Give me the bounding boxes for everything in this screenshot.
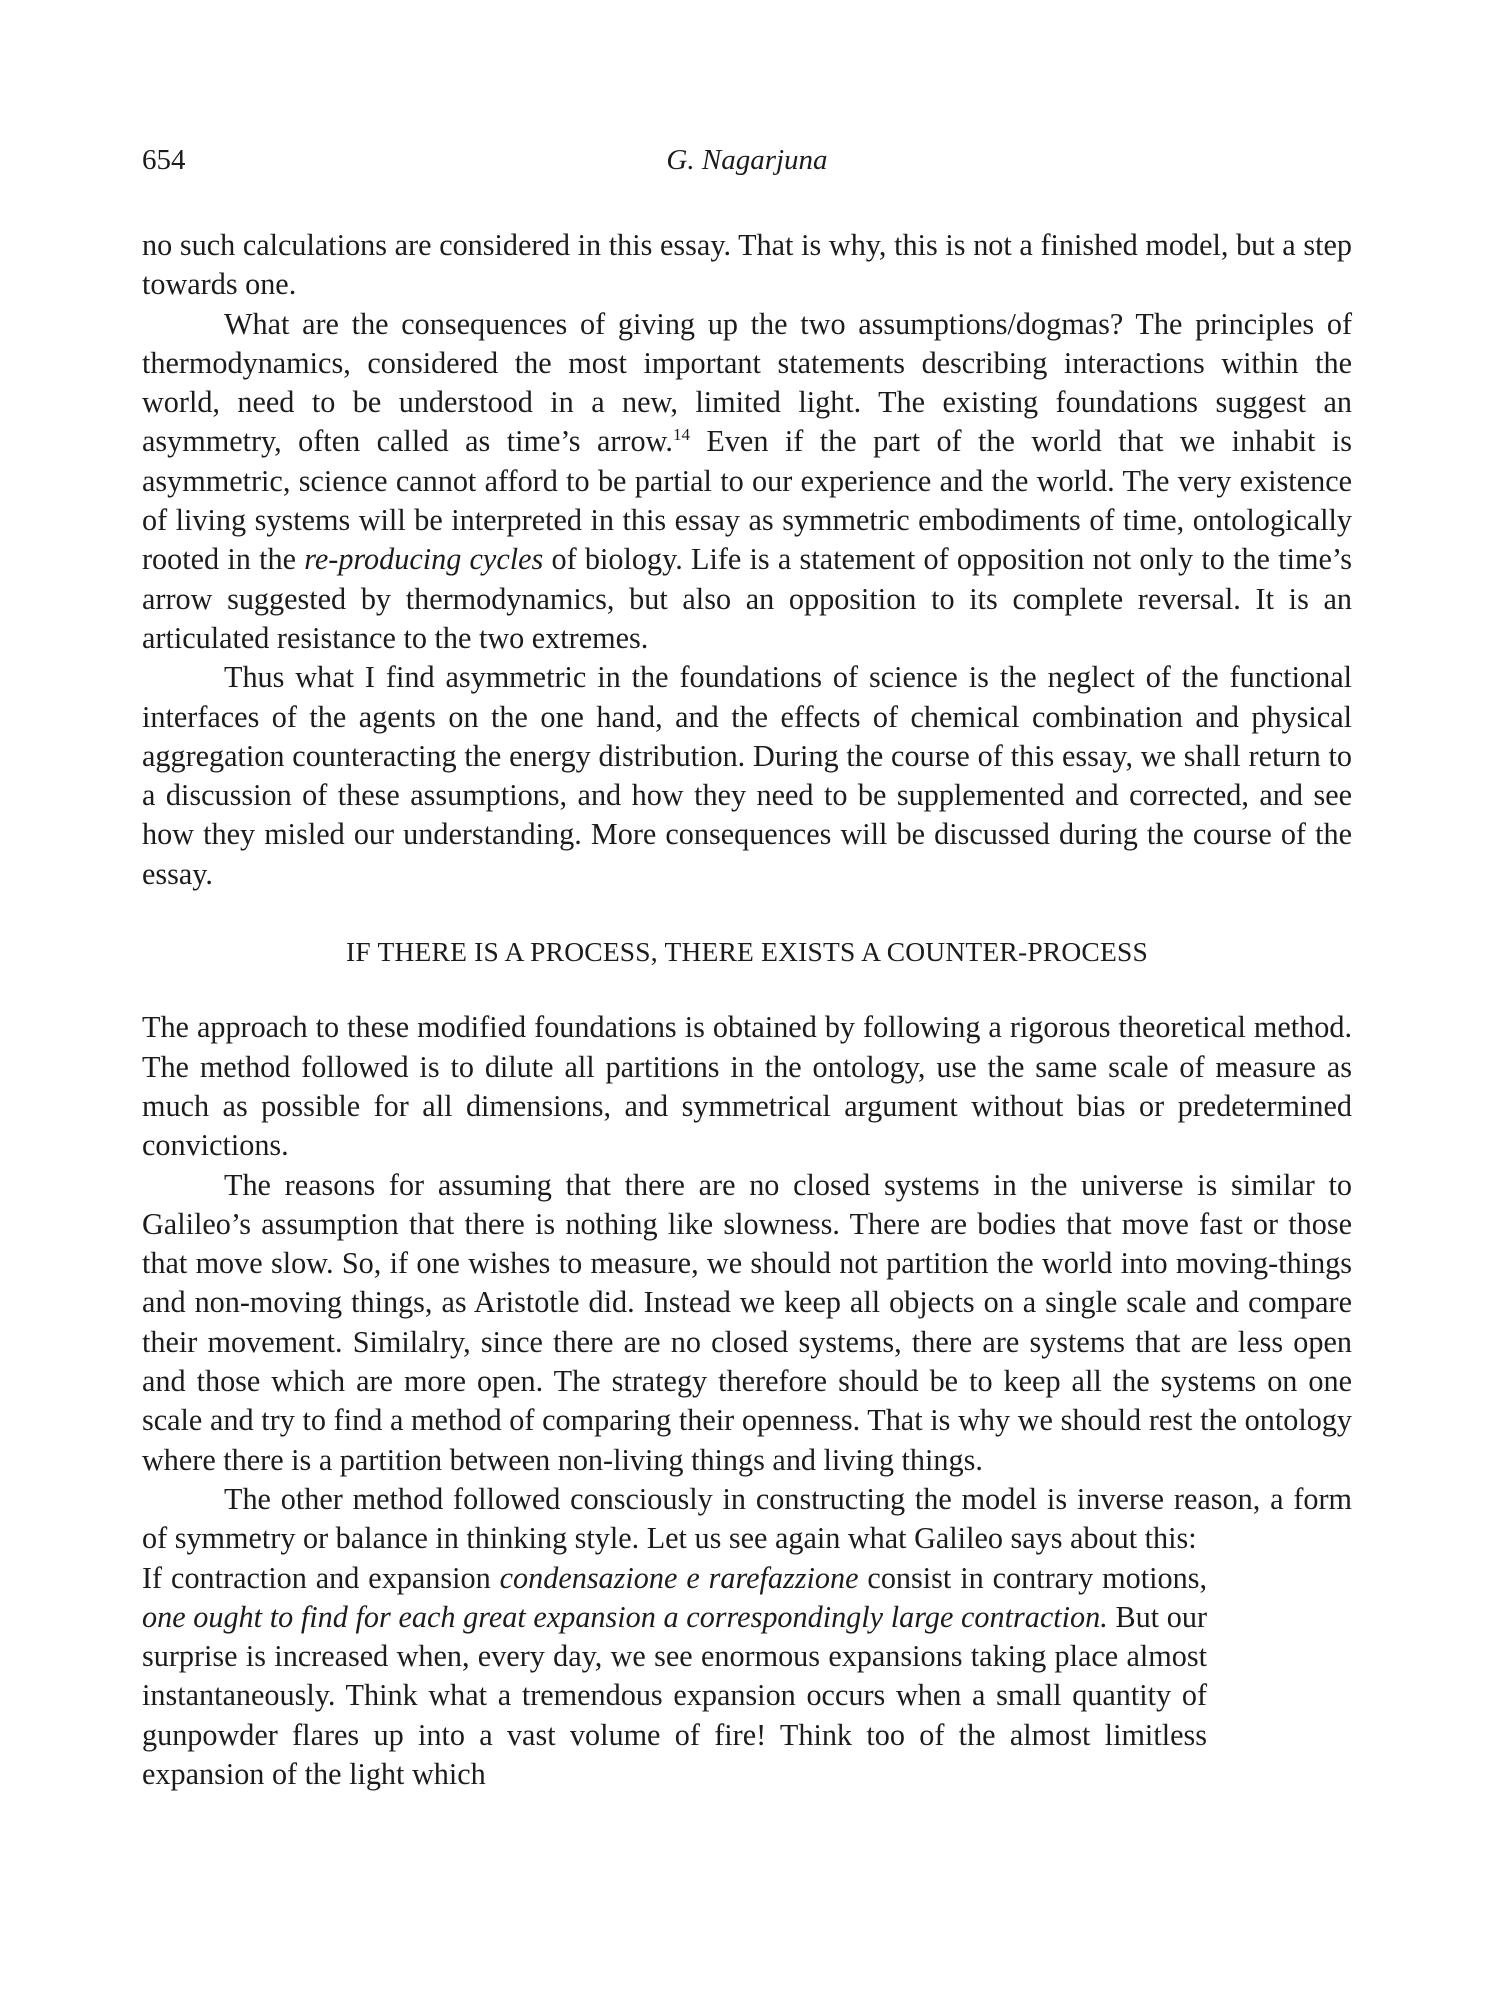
paragraph-5: The reasons for assuming that there are no closed systems in the universe is similar to Galileo’s assumption that there is nothing like slowness. There are bodies that move fast or those that move slow. So, if one wishes to measure, we should not partition the world into moving-things and non-moving things, as Aristotle did. Instead we keep all objects on a single scale and compare their movement. Similalry, since there are no closed systems, there are systems that are less open and those which are more open. The strategy therefore should be to keep all the systems on one scale and try to find a method of comparing their openness. That is why we should rest the ontology where there is a partition between non-living things and living things. (142, 1167, 1352, 1477)
running-title: G. Nagarjuna (666, 144, 828, 176)
paragraph-6: The other method followed consciously in constructing the model is inverse reason, a form of symmetry or balance in thinking style. Let us see again what Galileo says about this: (142, 1481, 1352, 1556)
body-text (142, 226, 1352, 1794)
quote-part-c: But our surprise is increased when, every day, we see enormous expansions taking place almost instantaneously. Think what a tremendous expansion occurs when a small quantity of gunpowder flares up into a vast volume of fire! Think too of the almost limitless expansion of the light which (142, 1599, 1208, 1791)
section-heading: IF THERE IS A PROCESS, THERE EXISTS A COUNTER-PROCESS (346, 936, 1148, 968)
paragraph-2-part-b: Even if the part of the world that we inhabit is asymmetric, science cannot afford to be partial to our experience and the world. The very existence of living systems will be interpreted in this essay as symmetric embodiments of time, ontologically rooted in the (142, 424, 1352, 577)
paragraph-2-part-c: of biology. Life is a statement of opposition not only to the time’s arrow suggested by thermodynamics, but also an opposition to its complete reversal. It is an articulated resistance to the two extremes. (142, 542, 1352, 655)
page-number: 654 (142, 144, 186, 176)
quote-part-a: If contraction and expansion (142, 1560, 500, 1595)
paragraph-3: Thus what I find asymmetric in the foundations of science is the neglect of the functional interfaces of the agents on the one hand, and the effects of chemical combination and physical aggregation counteracting the energy distribution. During the course of this essay, we shall return to a discussion of these assumptions, and how they need to be supplemented and corrected, and see how they misled our understanding. More consequences will be discussed during the course of the essay. (142, 660, 1352, 891)
quote-italic-1: condensazione e rarefazzione (499, 1560, 859, 1595)
quote-part-b: consist in contrary motions, (858, 1560, 1207, 1595)
block-quote (142, 1559, 1207, 1795)
paragraph-2-italic: re-producing cycles (304, 542, 544, 577)
paragraph-4: The approach to these modified foundations is obtained by following a rigorous theoretical method. The method followed is to dilute all partitions in the ontology, use the same scale of measure as much as possible for all dimensions, and symmetrical argument without bias or predetermined convictions. (142, 1010, 1352, 1163)
paragraph-1: no such calculations are considered in this essay. That is why, this is not a finished model, but a step towards one. (142, 228, 1352, 302)
footnote-reference-14[interactable]: 14 (672, 425, 690, 445)
running-head (142, 144, 1352, 184)
quote-italic-2: one ought to find for each great expansion a correspondingly large contraction. (142, 1599, 1108, 1634)
paragraph-2-part-a: What are the consequences of giving up the two assumptions/dogmas? The principles of thermodynamics, considered the most important statements describing interactions within the world, need to be understood in a new, limited light. The existing foundations suggest an asymmetry, often called as time’s arrow. (142, 306, 1352, 459)
paragraph-2 (142, 305, 1352, 659)
